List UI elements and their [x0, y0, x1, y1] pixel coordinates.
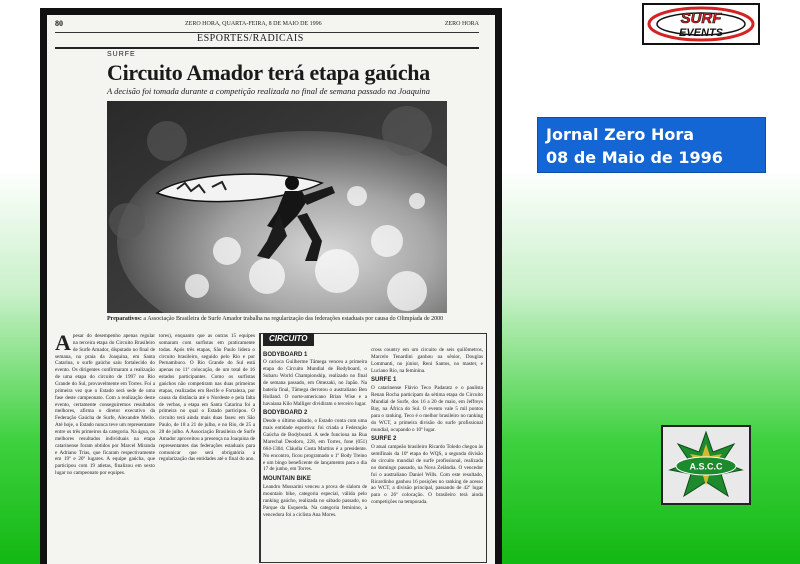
page-folio: [55, 19, 487, 31]
subsection-text: Leandro Mussarini venceu a prova de slalom de mountain bike, categoria especial, válida pelo ranking gaúcho, realizada no sábado passado, no Parque da Esquerda. Na categoria feminino, a vencedora foi a ciclista Ana Mores.: [263, 484, 367, 518]
article-column: [159, 333, 255, 463]
date-line: ZERO HORA, QUARTA-FEIRA, 8 DE MAIO DE 1996: [185, 21, 322, 27]
sidebar-column: [371, 333, 483, 506]
clipping-caption: [537, 117, 766, 173]
page-number: 80: [55, 19, 63, 28]
subsection-title: BODYBOARD 1: [263, 351, 308, 358]
column-text: tores), enquanto que as outras 15 equipes somaram com surfistas em praticamente todas. Após três etapas, São Paulo lidera o circuito brasileiro, seguido pelo Rio e por Pernambuco. O Rio Grande do Sul está apenas no 11º colocação, de um total de 16 estados participantes. Como os surfistas gaúchos não competiram nas duas primeiras etapas, realizadas em Recife e Fortaleza, por causa da distância até o Nordeste e pela falta de verbas, a etapa em Santa Catarina foi a primeira no qual o Estado participou. O circuito terá ainda mais duas fases: em São Paulo, de 18 a 21 de julho, e no Rio, de 25 a 28 de julho. A Associação Brasileira de Surfe Amador aproveitou a presença na Joaquina de representantes das federações estaduais para comunicar que será obrigatória a regularização das entidades até o final do ano.: [159, 333, 255, 463]
article-body: [55, 330, 489, 563]
photo-caption: [107, 316, 447, 323]
subsection-title: MOUNTAIN BIKE: [263, 476, 311, 483]
divider: [55, 47, 479, 49]
subsection-text: O catarinense Flávio Teco Padaratz e o paulista Renan Rocha participam da sétima etapa do Circuito Mundial de Surfe, dos 16 a 20 de maio, em Jeffreys Bay, na África do Sul. O evento vale 5 mil pontos para o ranking. Teco é o melhor brasileiro no ranking do WCT, a primeira divisão do surfe profissional mundial, ocupando o 10º lugar.: [371, 385, 483, 433]
article-headline: Circuito Amador terá etapa gaúcha: [107, 60, 430, 85]
caption-lead: Preparativos:: [107, 316, 142, 322]
section-heading: ESPORTES/RADICAIS: [197, 33, 304, 44]
logo-text-surf: SURF: [680, 10, 722, 27]
surfer-photo: [107, 101, 447, 313]
ascc-logo-text: A.S.C.C: [689, 461, 723, 472]
subsection-text: O carioca Guilherme Tâmega venceu a primeira etapa do Circuito Mundial de Bodyboard, o Subaru World Championship, realizado no final de semana passado, em Omezaki, no Japão. Na bateria final, Tâmega derrotou o australiano Ben Holland. O norte-americano Brian Wise e a havaiana Kilo Malliger dividiram o terceiro lugar.: [263, 359, 367, 407]
subsection-text: cross country em um circuito de seis quilômetros, Marcelo Tenardini ganhou na sênior, Douglas Lommanti, no júnior, Reni Santos, no master, e Luciano Rio, na feminina.: [371, 347, 483, 374]
caption-text: a Associação Brasileira de Surfe Amador trabalha na regularização das federações estaduais por causa do Olimpíada de 2000: [143, 316, 444, 322]
subsection-title: BODYBOARD 2: [263, 410, 308, 417]
newspaper-clipping: [40, 8, 502, 564]
article-kicker: SURFE: [107, 51, 136, 58]
subsection-text: O atual campeão brasileiro Ricardo Toledo chegou às semifinais da 10ª etapa do WQS, a segunda divisão do circuito mundial de surfe profissional, realizada no domingo passado, na Nova Zelândia. O vencedor foi o australiano Daniel Wills. Com este resultado, Ricardinho ganhou 16 posições no ranking de acesso ao WCT, a divisão principal, passando de 42º lugar para o 26º colocação. O brasileiro terá ainda competições na temporada.: [371, 444, 483, 506]
ascc-logo: [661, 425, 751, 505]
caption-date: 08 de Maio de 1996: [546, 148, 723, 167]
logo-text-events: EVENTS: [678, 27, 724, 39]
paper-name: ZERO HORA: [444, 21, 479, 27]
drop-cap: A: [55, 330, 71, 355]
sidebar-column: [263, 333, 367, 518]
subsection-title: SURFE 2: [371, 436, 397, 443]
article-column: [55, 330, 155, 477]
box-title: CIRCUITO: [263, 333, 314, 346]
caption-newspaper: Jornal Zero Hora: [546, 125, 695, 144]
surf-events-logo: [642, 3, 760, 45]
subsection-text: Desde o último sábado, o Estado conta com uma mais entidade esportiva: foi criada a Federação Gaúcha de Bodyboard. A sede funciona na Rua Marechal Deodoro, 228, em Torres, fone (051) 664-1304. Cláudia Costa Martins é a presidente. No encontro, ficou programado o 1º Body Treino e um bingo beneficente de lançamento para o dia 17 de junho, em Torres.: [263, 418, 367, 473]
newspaper-page: [47, 15, 495, 564]
subsection-title: SURFE 1: [371, 377, 397, 384]
column-text: pesar do desempenho apenas regular na terceira etapa do Circuito Brasileiro de Surfe Amador, disputado no final de semana, na praia da Joaquina, em Santa Catarina, o surfe gaúcho saiu fortalecido do evento. Os dirigentes confirmaram a realização de uma etapa do circuito de 1997 no Rio Grande do Sul, provavelmente em Torres. Foi a primeira vez que o Estado será sede de uma fase deste campeonato. Com a realização deste evento, certamente conseguiremos resultados melhores, afirma o diretor executivo da Federação Gaúcha de Surfe, Alexandre Mello. Até hoje, o Estado nunca teve um representante entre os três primeiros da categoria. Na água, os melhores resultados individuais na etapa catarinense foram obtidos por Marcel Miranda e Adriano Trias, que ficaram respectivamente em 19º e 20º lugares. A equipe gaúcha, que participou com 19 atletas, finalizou em sexto lugar no campeonato por equipes.: [55, 333, 155, 477]
article-subhead: A decisão foi tomada durante a competição realizada no final de semana passado na Joaquina: [107, 86, 430, 96]
